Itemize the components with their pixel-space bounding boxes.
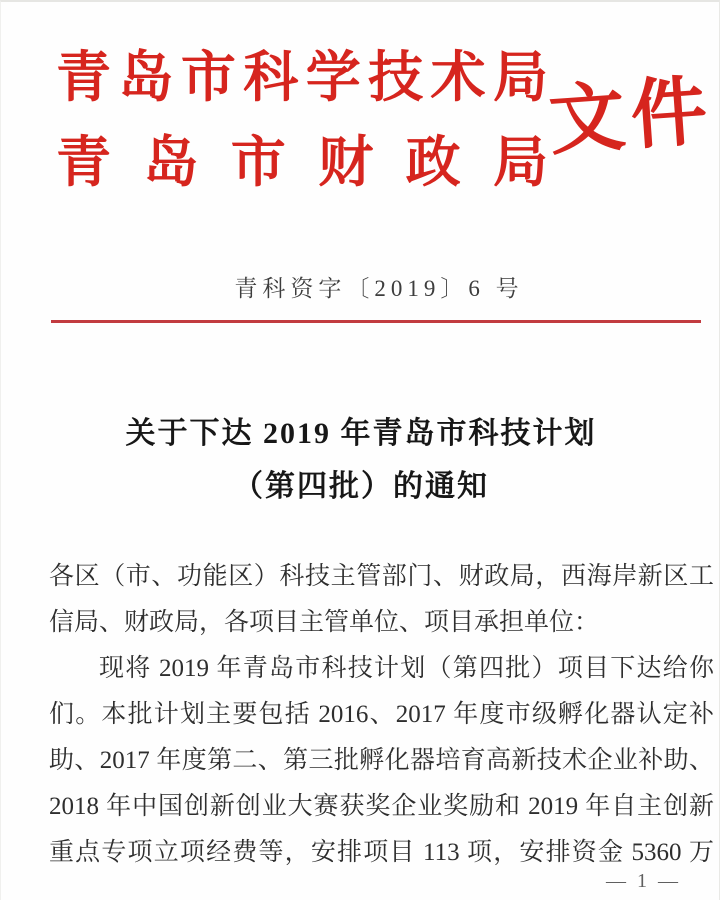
document-title-line-2: （第四批）的通知	[233, 470, 489, 503]
body-text-line: 助、2017 年度第二、第三批孵化器培育高新技术企业补助、	[49, 747, 714, 774]
body-text-line: 2018 年中国创新创业大赛获奖企业奖励和 2019 年自主创新	[49, 793, 714, 820]
body-text-line: 信局、财政局，各项目主管单位、项目承担单位：	[49, 609, 600, 636]
body-text-line: 们。本批计划主要包括 2016、2017 年度市级孵化器认定补	[49, 701, 714, 728]
letterhead-doc-type-label: 文件	[546, 69, 716, 165]
page-number: — 1 —	[606, 870, 681, 892]
document-title	[1, 407, 720, 513]
document-body	[49, 554, 714, 876]
body-text-line: 各区（市、功能区）科技主管部门、财政局，西海岸新区工	[49, 563, 714, 590]
red-divider-rule	[51, 320, 701, 323]
body-text-line: 重点专项立项经费等，安排项目 113 项，安排资金 5360 万	[49, 839, 714, 866]
document-title-line-1: 关于下达 2019 年青岛市科技计划	[125, 417, 597, 450]
letterhead-agency-line-1: 青岛市科学技术局	[56, 47, 548, 108]
letterhead-agency-line-2: 青岛市财政局	[56, 132, 548, 193]
body-text-line: 现将 2019 年青岛市科技计划（第四批）项目下达给你	[99, 655, 714, 682]
document-number: 青科资字〔2019〕6 号	[234, 276, 524, 301]
